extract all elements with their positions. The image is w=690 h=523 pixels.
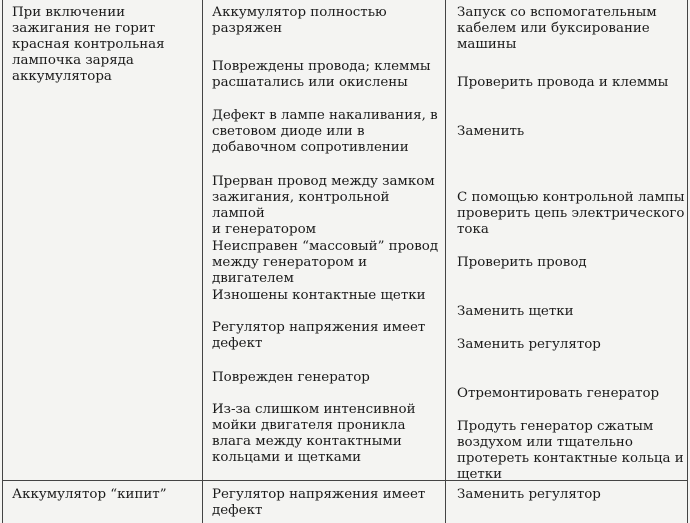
remedy-cell: Заменить щетки [457,304,574,319]
cause-cell: Регулятор напряжения имеет дефект [212,487,426,518]
cause-cell: Регулятор напряжения имеет дефект [212,320,426,351]
remedy-cell: Отремонтировать генератор [457,386,660,401]
cause-cell: Поврежден генератор [212,370,370,385]
remedy-cell: Проверить провод [457,255,587,270]
table-border-right [687,0,688,523]
cause-cell: Дефект в лампе накаливания, в световом диоде или в добавочном сопротивлении [212,108,438,155]
remedy-cell: Заменить [457,124,525,139]
remedy-cell: Заменить регулятор [457,337,601,352]
cause-cell: Неисправен “массовый” провод между генератором и двигателем [212,239,439,286]
cause-cell: Из-за слишком интенсивной мойки двигателя проникла влага между контактными кольцами и щетками [212,402,416,465]
remedy-cell: С помощью контрольной лампы проверить цепь электрического тока [457,190,685,237]
remedy-cell: Проверить провода и клеммы [457,75,669,90]
column-divider-1 [202,0,203,523]
cause-cell: Прерван провод между замком зажигания, контрольной лампой и генератором [212,174,435,237]
remedy-cell: Запуск со вспомогательным кабелем или буксирование машины [457,5,657,52]
symptom-cell: При включении зажигания не горит красная контрольная лампочка заряда аккумулятора [12,5,165,84]
cause-cell: Аккумулятор полностью разряжен [212,5,387,36]
table-border-left [2,0,3,523]
cause-cell: Изношены контактные щетки [212,288,426,303]
remedy-cell: Заменить регулятор [457,487,601,502]
remedy-cell: Продуть генератор сжатым воздухом или тщательно протереть контактные кольца и щетки [457,419,684,482]
column-divider-2 [445,0,446,523]
cause-cell: Повреждены провода; клеммы расшатались или окислены [212,59,431,90]
symptom-cell: Аккумулятор “кипит” [12,487,167,502]
